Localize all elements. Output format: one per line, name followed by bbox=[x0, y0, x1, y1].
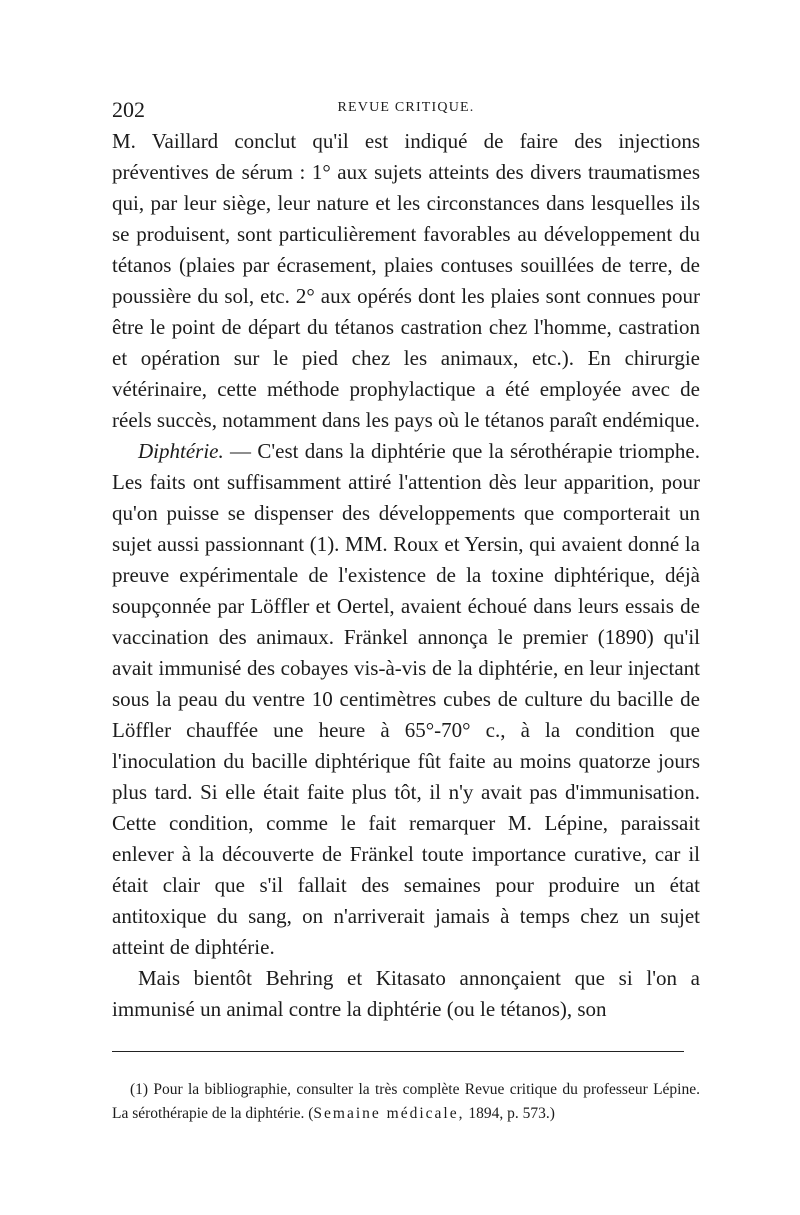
footnote-text-after: 1894, p. 573.) bbox=[464, 1105, 555, 1122]
footnote-rule bbox=[112, 1051, 684, 1052]
footnote-text-before: (1) Pour la bibliographie, consulter la très complète Revue critique du professeur Lépine. La sérothérapie de la diphtérie. ( bbox=[112, 1081, 700, 1122]
running-head bbox=[112, 96, 700, 126]
page-number: 202 bbox=[112, 97, 145, 122]
footnote bbox=[112, 1078, 700, 1126]
body-text bbox=[112, 126, 700, 1025]
book-page bbox=[112, 96, 700, 1126]
footnote-journal: Semaine médicale, bbox=[313, 1105, 465, 1122]
paragraph-vaillard: M. Vaillard conclut qu'il est indiqué de faire des injections préventives de sérum : 1° aux sujets atteints des divers traumatismes qui, par leur siège, leur nature et les circonstances dans lesquelles ils se produisent, sont particulièrement favorables au développement du tétanos (plaies par écrasement, plaies contuses souillées de terre, de poussière du sol, etc. 2° aux opérés dont les plaies sont connues pour être le point de départ du tétanos castration chez l'homme, castration et opération sur le pied chez les animaux, etc.). En chirurgie vétérinaire, cette méthode prophylactique a été employée avec de réels succès, notamment dans les pays où le tétanos paraît endémique. bbox=[112, 129, 700, 432]
paragraph-diphterie bbox=[112, 436, 700, 963]
section-heading-diphterie: Diphtérie. bbox=[138, 439, 224, 463]
paragraph-diphterie-text: — C'est dans la diphtérie que la sérothérapie triomphe. Les faits ont suffisamment attiré l'attention dès leur apparition, pour qu'on puisse se dispenser des développements que comporterait un sujet aussi passionnant (1). MM. Roux et Yersin, qui avaient donné la preuve expérimentale de l'existence de la toxine diphtérique, déjà soupçonnée par Löffler et Oertel, avaient échoué dans leurs essais de vaccination des animaux. Fränkel annonça le premier (1890) qu'il avait immunisé des cobayes vis-à-vis de la diphtérie, en leur injectant sous la peau du ventre 10 centimètres cubes de culture du bacille de Löffler chauffée une heure à 65°-70° c., à la condition que l'inoculation du bacille diphtérique fût faite au moins quatorze jours plus tard. Si elle était faite plus tôt, il n'y avait pas d'immunisation. Cette condition, comme le fait remarquer M. Lépine, paraissait enlever à la découverte de Fränkel toute importance curative, car il était clair que s'il fallait des semaines pour produire un état antitoxique du sang, on n'arriverait jamais à temps chez un sujet atteint de diphtérie. bbox=[112, 439, 700, 959]
paragraph-behring: Mais bientôt Behring et Kitasato annonçaient que si l'on a immunisé un animal contre la diphtérie (ou le tétanos), son bbox=[112, 966, 700, 1021]
running-title: REVUE CRITIQUE. bbox=[337, 100, 475, 115]
